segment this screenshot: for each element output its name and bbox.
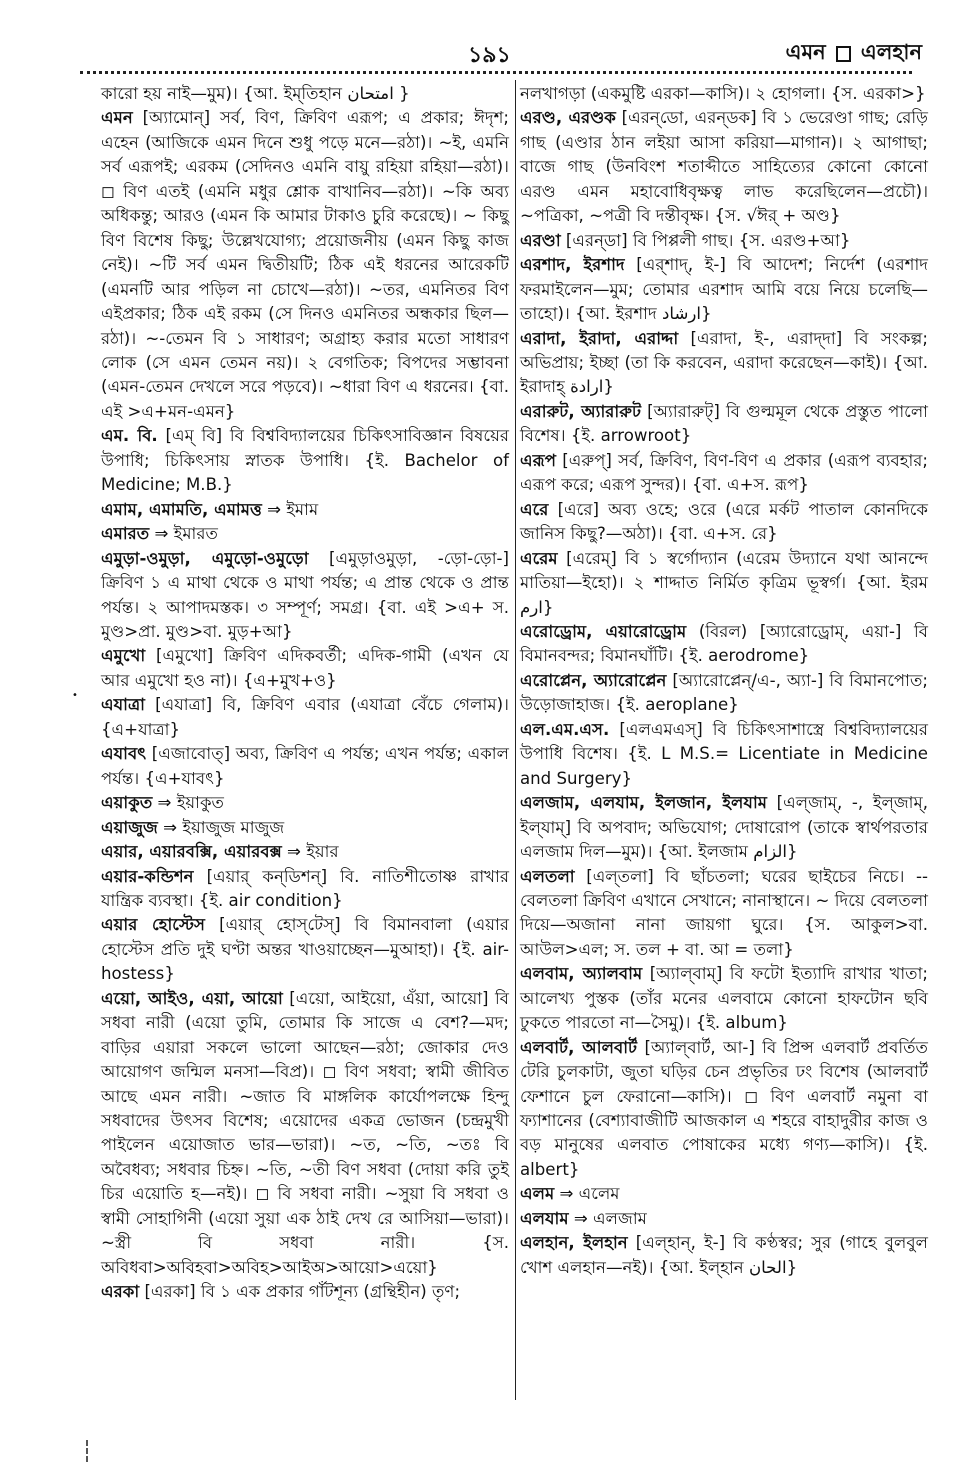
entry-headword: এলবার্ট, আলবার্ট <box>520 1037 638 1057</box>
entry-definition: ⇒ ইমাম <box>261 499 319 519</box>
entry-definition: [এয়ো, আইয়ো, এঁয়া, আয়ো] বি সধবা নারী (এয়ো তুমি, তোমার কি সাজে এ বেশ?—মদ; বাড়ির এয়ারা সকলে ভালো আছেন—রঠা; জোকার দেও আয়োগণ জন্মিল মনসা—বিপ্র)। ◻ বিণ সধবা; স্বামী জীবিত আছে এমন নারী। ~জাত বি মাঙ্গলিক কার্যোপলক্ষে হিন্দু সধবাদের উৎসব বিশেষ; এয়োদের একত্র ভোজন (চন্দ্রমুখী পাইলেন এয়োজাত ভার—ভারা)। ~ত, ~তি, ~তঃ বি অবৈধব্য; সধবার চিহ্ন। ~তি, ~তী বিণ সধবা (দোয়া করি তুই চির এয়োতি হ—নই)। ◻ বি সধবা নারী। ~সুয়া বি সধবা ও স্বামী সোহাগিনী (এয়ো সুয়া এক ঠাই দেখ রে আসিয়া—ভারা)। ~স্ত্রী বি সধবা নারী। {স. অবিধবা>অবিহবা>অবিহ>আইঅ>আয়ো>এয়ো} <box>101 988 509 1277</box>
dictionary-entry <box>520 718 928 791</box>
dictionary-entry <box>101 424 509 497</box>
margin-mark <box>86 1440 88 1462</box>
entry-definition: [এজাবোত্] অব্য, ক্রিবিণ এ পর্যন্ত; এখন পর্যন্ত; একাল পর্যন্ত। {এ+যাবৎ} <box>101 744 509 788</box>
dictionary-entry <box>101 547 509 645</box>
dictionary-entry <box>520 669 928 718</box>
entry-definition: (বিরল) [অ্যারোড্রোম্, এয়া-] বি বিমানবন্দর; বিমানঘাঁটি। {ই. aerodrome} <box>520 621 929 666</box>
dictionary-entry <box>101 840 509 864</box>
entry-headword: এলযাম <box>520 1208 569 1228</box>
entry-definition: [এমুখো] ক্রিবিণ এদিকবর্তী; এদিক-গামী (এখন যে আর এমুখো হও না)। {এ+মুখ+ও} <box>101 646 509 690</box>
entry-definition: [এলএমএস্] বি চিকিৎসাশাস্ত্রে বিশ্ববিদ্যালয়ের উপাধি বিশেষ। {ই. L M.S.= Licentiate in Medicine and Surgery} <box>520 719 928 788</box>
dictionary-entry <box>101 693 509 742</box>
dictionary-entry <box>101 865 509 914</box>
entry-headword: এমন <box>101 108 133 128</box>
entry-definition: ⇒ এলজাম <box>568 1208 647 1228</box>
entry-definition: [এয়ার্ কন্‌ডিশন্] বি. নাতিশীতোষ্ণ রাখার যান্ত্রিক ব্যবস্থা। {ই. air condition} <box>101 866 509 910</box>
entry-headword: এলবাম, অ্যালবাম <box>520 964 643 984</box>
entry-headword: এলতলা <box>520 866 575 886</box>
entry-headword: এরূপ <box>520 450 556 470</box>
dictionary-entry <box>101 106 509 424</box>
dictionary-entry <box>520 327 928 400</box>
entry-definition: [অ্যারারুট্] বি গুল্মমূল থেকে প্রস্তুত পালো বিশেষ। {ই. arrowroot} <box>520 401 928 446</box>
dictionary-entry <box>101 913 509 986</box>
entry-definition: ⇒ এলেম <box>554 1184 620 1204</box>
entry-headword: এযাত্রা <box>101 695 145 715</box>
entry-definition: [এরাদা, ই-, এরাদ্‌দা] বি সংকল্প; অভিপ্রায়; ইচ্ছা (তা কি করবেন, এরাদা করেছেন—কাই)। {আ. ইরাদাহ্ ارادة} <box>520 328 928 397</box>
dictionary-entry <box>520 82 928 106</box>
dictionary-entry <box>101 1280 509 1304</box>
dictionary-entry <box>520 865 928 963</box>
entry-headword: এল.এম.এস. <box>520 719 610 739</box>
entry-headword: এরাদা, ইরাদা, এরাদ্দা <box>520 328 679 348</box>
entry-headword: এরোপ্লেন, অ্যারোপ্লেন <box>520 670 667 690</box>
entry-definition: [এল্‌জাম্, -, ইল্‌জাম্, ইল্‌যাম্] বি অপবাদ; অভিযোগ; দোষারোপ (তাকে স্বার্থপরতার এলজাম দিল—মুম)। {আ. ইলজাম الزام} <box>520 793 928 862</box>
running-head <box>786 36 922 71</box>
dictionary-entry <box>101 987 509 1280</box>
entry-definition: ⇒ ইয়ার <box>281 842 339 862</box>
entry-headword: এরকা <box>101 1282 140 1302</box>
entry-definition: ⇒ ইয়াকুত <box>152 793 225 813</box>
dictionary-entry <box>520 498 928 547</box>
entry-headword: এরণ্ডা <box>520 230 561 250</box>
entry-headword: এমুড়া-ওমুড়া, এমুড়ো-ওমুড়ো <box>101 548 309 568</box>
dictionary-entry <box>520 253 928 326</box>
header-rule <box>80 71 912 74</box>
dictionary-entry <box>520 791 928 864</box>
entry-headword: এয়ার-কন্ডিশন <box>101 866 194 886</box>
entry-definition: [এয়ার্ হোস্‌টেস্] বি বিমানবালা (এয়ার হোস্টেস প্রতি দুই ঘণ্টা অন্তর খাওয়াচ্ছেন—মুআহা)। {ই. air-hostess} <box>101 915 509 984</box>
dictionary-entry <box>520 1036 928 1183</box>
entry-definition: [এরকা] বি ১ এক প্রকার গাঁটশূন্য (গ্রন্থিহীন) তৃণ; <box>139 1282 461 1302</box>
dictionary-entry <box>520 1231 928 1280</box>
entry-definition: [এল্‌তলা] বি ছাঁচতলা; ঘরের ছাইচের নিচে। --বেলতলা ক্রিবিণ এখানে সেখানে; নানাস্থানে। ~ দিয়ে বেলতলা দিয়ে—অজানা নানা জায়গা ঘুরে। {স. আকুল>বা. আউল>এল; স. তল + বা. আ = তলা} <box>520 866 928 959</box>
guide-word-last: এলহান <box>860 40 922 64</box>
entry-headword: এয়ার, এয়ারবক্সি, এয়ারবক্স <box>101 842 282 862</box>
dictionary-entry <box>520 106 928 228</box>
dictionary-entry <box>520 449 928 498</box>
entry-definition: ⇒ ইমারত <box>149 524 218 544</box>
entry-headword: এরোড্রোম, এয়ারোড্রোম <box>520 621 687 641</box>
entry-definition: নলখাগড়া (একমুষ্টি এরকা—কাসি)। ২ হোগলা। {স. এরকা>} <box>520 84 926 103</box>
entry-definition: [এমুড়াওমুড়া, -ড়ো-ড়ো-] ক্রিবিণ ১ এ মাথা থেকে ও মাথা পর্যন্ত; এ প্রান্ত থেকে ও প্রান্ত পর্যন্ত। ২ আপাদমস্তক। ৩ সম্পূর্ণ; সমগ্র। {বা. এই >এ+ স. মুণ্ড>প্রা. মুণ্ড>বা. মুড়+আ} <box>101 548 509 641</box>
entry-definition: [অ্যাল্‌বাম্] বি ফটো ইত্যাদি রাখার খাতা; আলেখ্য পুস্তক (তাঁর মনের এলবামে কোনো হাফটোন ছবি ঢুকতে পারতো না—সৈমু)। {ই. album} <box>520 964 929 1033</box>
dictionary-entry <box>101 644 509 693</box>
entry-definition: [এরে] অব্য ওহে; ওরে (এরে মর্কট পাতাল কোনদিকে জানিস কিছু?—অঠা)। {বা. এ+স. রে} <box>520 499 928 544</box>
entry-definition: [অ্যামোন্] সর্ব, বিণ, ক্রিবিণ এরূপ; এ প্রকার; ঈদৃশ; এহেন (আজিকে এমন দিনে শুধু পড়ে মনে—রঠা)। ~ই, এমনি সর্ব এরূপই; এরকম (সেদিনও এমনি বায়ু রহিয়া রহিয়া—রঠা)। ◻ বিণ এতই (এমনি মধুর শ্লোক বাখানিব—রঠা)। ~কি অব্য অধিকন্তু; আরও (এমন কি আমার টাকাও চুরি করেছে)। ~ কিছু বিণ বিশেষ কিছু; উল্লেখযোগ্য; প্রয়োজনীয় (এমন কিছু কাজ নেই)। ~টি সর্ব এমন দ্বিতীয়টি; ঠিক এই ধরনের আরেকটি (এমনটি আর পড়িল না চোখে—রঠা)। ~তর, এমনিতর বিণ এইপ্রকার; ঠিক এই রকম (সে দিনও এমনিতর অন্ধকার ছিল—রঠা)। ~-তেমন বি ১ সাধারণ; অগ্রাহ্য করার মতো সাধারণ লোক (সে এমন তেমন নয়)। ২ বেগতিক; বিপদের সম্ভাবনা (এমন-তেমন দেখলে সরে পড়বে)। ~ধারা বিণ এ ধরনের। {বা. এই >এ+মন-এমন} <box>101 108 509 421</box>
entry-definition: [অ্যারোপ্লেন্/এ-, অ্যা-] বি বিমানপোত; উড়োজাহাজ। {ই. aeroplane} <box>520 670 928 715</box>
entry-headword: এলহান, ইলহান <box>520 1233 628 1253</box>
column-divider <box>515 80 516 1400</box>
entry-headword: এমুখো <box>101 646 146 666</box>
entry-headword: এম. বি. <box>101 426 158 446</box>
entry-headword: এযাবৎ <box>101 744 147 764</box>
dictionary-entry <box>101 816 509 840</box>
entry-definition: [অ্যাল্‌বার্ট, আ-] বি প্রিন্স এলবার্ট প্রবর্তিত টেরি চুলকাটা, জুতা ঘড়ির চেন প্রভৃতির ঢং বিশেষ (আলবার্ট ফেশানে চুল ফেরানো—কাসি)। ◻ বিণ এলবার্ট নমুনা বা ফ্যাশানের (বেশ্যাবাজীটি আজকাল এ শহরে বাহাদুরীর কাজ ও বড় মানুষের এলবাত পোষাকের মধ্যে গণ্য—কাসি)। {ই. albert} <box>520 1037 928 1179</box>
entry-headword: এয়ো, আইও, এয়া, আয়ো <box>101 988 283 1008</box>
entry-headword: এয়াজুজ <box>101 817 158 837</box>
entry-headword: এমাম, এমামতি, এমামত্ত <box>101 499 262 519</box>
entry-definition: [এরন্‌ডা] বি পিপ্পলী গাছ। {স. এরণ্ড+আ} <box>560 230 851 250</box>
entry-headword: এমারত <box>101 524 150 544</box>
entry-headword: এরেম <box>520 548 558 568</box>
dictionary-entry <box>101 522 509 546</box>
dictionary-entry <box>101 791 509 815</box>
dictionary-entry <box>101 742 509 791</box>
dictionary-entry <box>520 400 928 449</box>
entry-headword: এয়াকুত <box>101 793 153 813</box>
margin-dot: • <box>72 690 78 701</box>
dictionary-entry <box>520 1182 928 1206</box>
entry-definition: [এরেম্] বি ১ স্বর্গোদ্যান (এরেম উদ্যানে যথা আনন্দে মাতিয়া—ইহো)। ২ শাদ্দাত নির্মিত কৃত্রিম ভূস্বর্গ। {আ. ইরম ارم} <box>520 548 928 617</box>
entry-definition: [এর্‌শাদ্, ই-] বি আদেশ; নির্দেশ (এরশাদ ফরমাইলেন—মুম; তোমার এরশাদ আমি বয়ে নিয়ে চলেছি—তাহো)। {আ. ইরশাদ ارشاد} <box>520 255 928 324</box>
entry-headword: এরণ্ড, এরণ্ডক <box>520 108 616 128</box>
entry-definition: কারো হয় নাই—মুম)। {আ. ইম্‌তিহান امتحان } <box>101 84 410 103</box>
guide-word-first: এমন <box>785 40 826 64</box>
entry-definition: ⇒ ইয়াজুজ মাজুজ <box>157 817 285 837</box>
dictionary-entry <box>520 620 928 669</box>
entry-headword: এলজাম, এলযাম, ইলজান, ইলযাম <box>520 793 767 813</box>
entry-definition: [এরন্‌ডো, এরন্‌ডক] বি ১ ভেরেণ্ডা গাছ; রেড়ি গাছ (এণ্ডার ঠান লইয়া আসা করিয়া—মাগান)। ২ আগাছা; বাজে গাছ (উনবিংশ শতাব্দীতে সাহিত্যের কোনো কোনো এরণ্ড এমন মহাবোধিবৃক্ষত্ব লাভ করেছিলেন—প্রচৌ)। ~পত্রিকা, ~পত্রী বি দন্তীবৃক্ষ। {স. √ঈর্ + অণ্ড} <box>520 108 928 226</box>
dictionary-entry <box>520 962 928 1035</box>
entry-headword: এরশাদ, ইরশাদ <box>520 255 625 275</box>
right-column <box>520 82 928 1280</box>
separator-box-icon <box>836 46 851 62</box>
entry-headword: এয়ার হোস্টেস <box>101 915 205 935</box>
dictionary-entry <box>520 1207 928 1231</box>
entry-definition: [এযাত্রা] বি, ক্রিবিণ এবার (এযাত্রা বেঁচে গেলাম)। {এ+যাত্রা} <box>101 695 509 739</box>
entry-headword: এলম <box>520 1184 555 1204</box>
entry-definition: [এম্ বি] বি বিশ্ববিদ্যালয়ের চিকিৎসাবিজ্ঞান বিষয়ের উপাধি; চিকিৎসায় স্নাতক উপাধি। {ই. Bachelor of Medicine; M.B.} <box>101 426 509 495</box>
entry-definition: [এল্‌হান্, ই-] বি কণ্ঠস্বর; সুর (গাহে বুলবুল খোশ এলহান—নই)। {আ. ইল্‌হান الحان} <box>520 1233 928 1277</box>
entry-headword: এরারুট, অ্যারারুট <box>520 401 642 421</box>
left-column <box>101 82 509 1305</box>
dictionary-entry <box>520 547 928 620</box>
entry-headword: এরে <box>520 499 549 519</box>
dictionary-entry <box>101 82 509 106</box>
page-number: ১৯১ <box>468 42 511 68</box>
dictionary-entry <box>101 498 509 522</box>
entry-definition: [এরুপ্] সর্ব, ক্রিবিণ, বিণ-বিণ এ প্রকার (এরূপ ব্যবহার; এরূপ করে; এরূপ সুন্দর)। {বা. এ+স. রূপ} <box>520 450 928 495</box>
dictionary-entry <box>520 229 928 253</box>
